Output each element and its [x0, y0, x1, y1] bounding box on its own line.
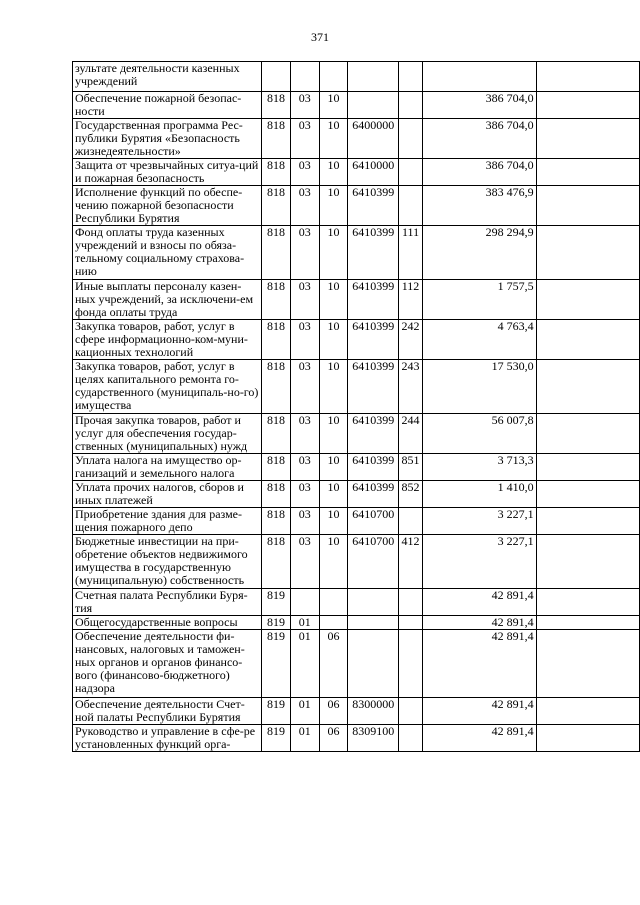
cell-empty [536, 481, 639, 508]
table-row [73, 186, 640, 226]
cell-section-code: 03 [290, 508, 319, 535]
table-row [73, 481, 640, 508]
cell-subsection-code: 10 [319, 535, 348, 589]
table-row [73, 454, 640, 481]
cell-ministry-code: 819 [262, 589, 291, 616]
cell-section-code: 01 [290, 698, 319, 725]
cell-section-code: 01 [290, 630, 319, 698]
cell-expense-type [399, 159, 423, 186]
cell-empty [536, 508, 639, 535]
cell-expense-type: 243 [399, 360, 423, 414]
cell-target-article: 6410399 [348, 280, 399, 320]
cell-target-article: 6410399 [348, 481, 399, 508]
cell-item-name: Иные выплаты персоналу казен-ных учреждений, за исключени-ем фонда оплаты труда [73, 280, 262, 320]
cell-subsection-code: 06 [319, 725, 348, 752]
cell-section-code: 03 [290, 360, 319, 414]
cell-item-name: Обеспечение пожарной безопас-ности [73, 92, 262, 119]
cell-amount: 3 227,1 [422, 535, 536, 589]
table-row [73, 360, 640, 414]
cell-target-article: 6410700 [348, 508, 399, 535]
budget-table [72, 61, 640, 752]
cell-target-article [348, 630, 399, 698]
cell-ministry-code: 819 [262, 698, 291, 725]
cell-expense-type [399, 508, 423, 535]
cell-section-code [290, 589, 319, 616]
cell-section-code: 03 [290, 535, 319, 589]
cell-ministry-code: 818 [262, 481, 291, 508]
cell-item-name: Счетная палата Республики Буря-тия [73, 589, 262, 616]
cell-item-name: Государственная программа Рес-публики Бурятия «Безопасность жизнедеятельности» [73, 119, 262, 159]
table-row [73, 119, 640, 159]
cell-target-article [348, 62, 399, 92]
table-row [73, 589, 640, 616]
cell-item-name: Закупка товаров, работ, услуг в сфере информационно-ком-муни-кационных технологий [73, 320, 262, 360]
cell-expense-type [399, 186, 423, 226]
cell-ministry-code: 818 [262, 159, 291, 186]
cell-amount: 42 891,4 [422, 630, 536, 698]
table-row [73, 280, 640, 320]
cell-ministry-code: 819 [262, 630, 291, 698]
cell-ministry-code: 818 [262, 320, 291, 360]
cell-target-article: 6410399 [348, 414, 399, 454]
cell-ministry-code: 819 [262, 725, 291, 752]
cell-item-name: Уплата прочих налогов, сборов и иных платежей [73, 481, 262, 508]
cell-target-article: 6400000 [348, 119, 399, 159]
cell-ministry-code: 818 [262, 508, 291, 535]
cell-ministry-code: 818 [262, 535, 291, 589]
cell-subsection-code: 10 [319, 481, 348, 508]
cell-expense-type: 111 [399, 226, 423, 280]
cell-ministry-code: 818 [262, 186, 291, 226]
cell-expense-type [399, 630, 423, 698]
cell-amount: 386 704,0 [422, 119, 536, 159]
cell-item-name: Бюджетные инвестиции на при-обретение объектов недвижимого имущества в государственную (муниципальную) собственность [73, 535, 262, 589]
table-row [73, 414, 640, 454]
cell-subsection-code [319, 589, 348, 616]
cell-expense-type [399, 616, 423, 630]
cell-item-name: Прочая закупка товаров, работ и услуг для обеспечения государ-ственных (муниципальных) нужд [73, 414, 262, 454]
cell-amount: 4 763,4 [422, 320, 536, 360]
cell-amount: 42 891,4 [422, 725, 536, 752]
cell-ministry-code: 818 [262, 119, 291, 159]
table-row [73, 725, 640, 752]
table-row [73, 320, 640, 360]
cell-subsection-code: 10 [319, 226, 348, 280]
cell-item-name: Общегосударственные вопросы [73, 616, 262, 630]
cell-item-name: Исполнение функций по обеспе-чению пожарной безопасности Республики Бурятия [73, 186, 262, 226]
cell-subsection-code: 10 [319, 414, 348, 454]
cell-target-article [348, 92, 399, 119]
cell-subsection-code: 10 [319, 508, 348, 535]
cell-target-article: 6410399 [348, 226, 399, 280]
cell-amount: 56 007,8 [422, 414, 536, 454]
cell-empty [536, 698, 639, 725]
cell-section-code: 03 [290, 414, 319, 454]
cell-amount: 1 410,0 [422, 481, 536, 508]
cell-target-article: 6410399 [348, 360, 399, 414]
cell-section-code: 03 [290, 226, 319, 280]
cell-empty [536, 92, 639, 119]
cell-target-article: 6410399 [348, 454, 399, 481]
cell-target-article: 6410399 [348, 320, 399, 360]
cell-empty [536, 454, 639, 481]
table-row [73, 62, 640, 92]
table-row [73, 159, 640, 186]
cell-expense-type [399, 62, 423, 92]
cell-target-article: 8300000 [348, 698, 399, 725]
page-number: 371 [311, 30, 329, 44]
cell-empty [536, 725, 639, 752]
cell-subsection-code: 10 [319, 92, 348, 119]
cell-amount: 42 891,4 [422, 698, 536, 725]
table-body [73, 62, 640, 752]
cell-empty [536, 280, 639, 320]
cell-item-name: зультате деятельности казенных учреждений [73, 62, 262, 92]
cell-section-code: 03 [290, 186, 319, 226]
cell-empty [536, 159, 639, 186]
cell-expense-type [399, 92, 423, 119]
cell-empty [536, 119, 639, 159]
cell-item-name: Приобретение здания для разме-щения пожарного депо [73, 508, 262, 535]
cell-ministry-code [262, 62, 291, 92]
cell-target-article: 8309100 [348, 725, 399, 752]
cell-expense-type: 112 [399, 280, 423, 320]
cell-item-name: Фонд оплаты труда казенных учреждений и взносы по обяза-тельному социальному страхова-нию [73, 226, 262, 280]
cell-empty [536, 630, 639, 698]
cell-subsection-code: 10 [319, 119, 348, 159]
cell-section-code: 03 [290, 481, 319, 508]
cell-amount: 17 530,0 [422, 360, 536, 414]
cell-amount [422, 62, 536, 92]
table-row [73, 226, 640, 280]
cell-subsection-code: 10 [319, 280, 348, 320]
cell-subsection-code: 10 [319, 360, 348, 414]
cell-expense-type: 852 [399, 481, 423, 508]
cell-empty [536, 414, 639, 454]
cell-amount: 3 713,3 [422, 454, 536, 481]
cell-section-code: 03 [290, 320, 319, 360]
table-row [73, 698, 640, 725]
cell-section-code: 01 [290, 616, 319, 630]
cell-expense-type [399, 589, 423, 616]
cell-ministry-code: 819 [262, 616, 291, 630]
cell-expense-type: 242 [399, 320, 423, 360]
cell-expense-type [399, 119, 423, 159]
cell-section-code: 01 [290, 725, 319, 752]
cell-subsection-code [319, 616, 348, 630]
cell-section-code: 03 [290, 159, 319, 186]
table-row [73, 630, 640, 698]
cell-section-code: 03 [290, 454, 319, 481]
cell-ministry-code: 818 [262, 360, 291, 414]
cell-empty [536, 320, 639, 360]
cell-section-code: 03 [290, 280, 319, 320]
cell-empty [536, 186, 639, 226]
cell-expense-type: 851 [399, 454, 423, 481]
cell-ministry-code: 818 [262, 454, 291, 481]
cell-subsection-code: 10 [319, 159, 348, 186]
cell-subsection-code: 10 [319, 454, 348, 481]
cell-expense-type [399, 698, 423, 725]
cell-empty [536, 589, 639, 616]
cell-item-name: Защита от чрезвычайных ситуа-ций и пожарная безопасность [73, 159, 262, 186]
cell-target-article: 6410399 [348, 186, 399, 226]
cell-empty [536, 226, 639, 280]
cell-empty [536, 360, 639, 414]
cell-subsection-code: 06 [319, 630, 348, 698]
table-row [73, 508, 640, 535]
cell-expense-type: 412 [399, 535, 423, 589]
table-row [73, 535, 640, 589]
cell-target-article [348, 616, 399, 630]
cell-item-name: Руководство и управление в сфе-ре установленных функций орга- [73, 725, 262, 752]
table-row [73, 92, 640, 119]
cell-amount: 298 294,9 [422, 226, 536, 280]
cell-item-name: Обеспечение деятельности Счет-ной палаты Республики Бурятия [73, 698, 262, 725]
cell-amount: 383 476,9 [422, 186, 536, 226]
cell-expense-type: 244 [399, 414, 423, 454]
cell-ministry-code: 818 [262, 280, 291, 320]
cell-subsection-code: 06 [319, 698, 348, 725]
cell-amount: 1 757,5 [422, 280, 536, 320]
cell-item-name: Обеспечение деятельности фи-нансовых, налоговых и таможен-ных органов и органов финансо-вого (финансово-бюджетного) надзора [73, 630, 262, 698]
cell-ministry-code: 818 [262, 414, 291, 454]
cell-subsection-code: 10 [319, 186, 348, 226]
cell-section-code [290, 62, 319, 92]
cell-target-article: 6410000 [348, 159, 399, 186]
cell-expense-type [399, 725, 423, 752]
cell-amount: 386 704,0 [422, 92, 536, 119]
cell-amount: 42 891,4 [422, 616, 536, 630]
table-row [73, 616, 640, 630]
cell-item-name: Уплата налога на имущество ор-ганизаций и земельного налога [73, 454, 262, 481]
cell-subsection-code: 10 [319, 320, 348, 360]
cell-section-code: 03 [290, 119, 319, 159]
cell-empty [536, 616, 639, 630]
cell-ministry-code: 818 [262, 92, 291, 119]
cell-empty [536, 535, 639, 589]
cell-target-article [348, 589, 399, 616]
cell-section-code: 03 [290, 92, 319, 119]
cell-amount: 386 704,0 [422, 159, 536, 186]
cell-item-name: Закупка товаров, работ, услуг в целях капитального ремонта го-сударственного (муниципаль-но-го) имущества [73, 360, 262, 414]
cell-ministry-code: 818 [262, 226, 291, 280]
cell-amount: 42 891,4 [422, 589, 536, 616]
cell-amount: 3 227,1 [422, 508, 536, 535]
cell-target-article: 6410700 [348, 535, 399, 589]
cell-empty [536, 62, 639, 92]
cell-subsection-code [319, 62, 348, 92]
